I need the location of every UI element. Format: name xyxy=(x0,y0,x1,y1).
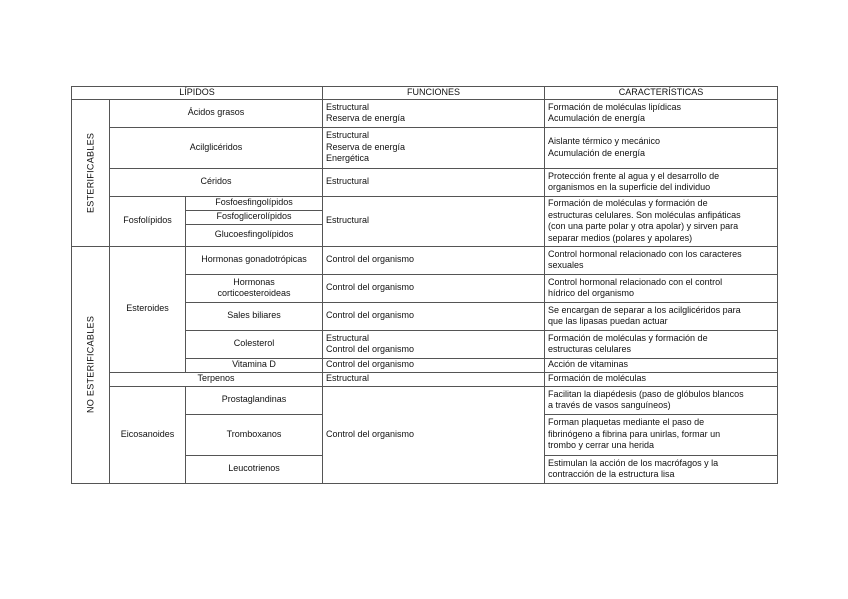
function-cell: Control del organismo xyxy=(323,274,545,302)
lipid-name: Esteroides xyxy=(110,246,186,372)
sub-lipid-name: Leucotrienos xyxy=(186,455,323,483)
sub-lipid-name: Hormonas corticoesteroideas xyxy=(186,274,323,302)
lipid-name: Fosfolípidos xyxy=(110,196,186,246)
table-row xyxy=(72,127,778,168)
function-cell: Estructural Reserva de energía Energética xyxy=(323,127,545,168)
characteristic-cell: Acción de vitaminas xyxy=(545,358,778,372)
lipid-name: Terpenos xyxy=(110,372,323,386)
group-esterificables: ESTERIFICABLES xyxy=(72,99,110,246)
characteristic-cell: Control hormonal relacionado con el control hídrico del organismo xyxy=(545,274,778,302)
function-cell: Estructural xyxy=(323,372,545,386)
characteristic-cell: Se encargan de separar a los acilglicéridos para que las lipasas puedan actuar xyxy=(545,302,778,330)
sub-lipid-name: Sales biliares xyxy=(186,302,323,330)
header-row xyxy=(72,87,778,100)
function-cell: Control del organismo xyxy=(323,302,545,330)
table-row xyxy=(72,168,778,196)
table-row xyxy=(72,99,778,127)
lipid-name: Eicosanoides xyxy=(110,386,186,483)
sub-lipid-name: Colesterol xyxy=(186,330,323,358)
table-row xyxy=(72,386,778,414)
characteristic-cell: Estimulan la acción de los macrófagos y la contracción de la estructura lisa xyxy=(545,455,778,483)
sub-lipid-name: Prostaglandinas xyxy=(186,386,323,414)
header-funciones: FUNCIONES xyxy=(323,87,545,100)
characteristic-cell: Aislante térmico y mecánico Acumulación de energía xyxy=(545,127,778,168)
function-cell: Control del organismo xyxy=(323,386,545,483)
lipid-name: Acilglicéridos xyxy=(110,127,323,168)
sub-lipid-name: Glucoesfingolípidos xyxy=(186,224,323,246)
group-no-esterificables: NO ESTERIFICABLES xyxy=(72,246,110,483)
function-cell: Estructural xyxy=(323,168,545,196)
lipids-table xyxy=(71,86,778,484)
characteristic-cell: Formación de moléculas y formación de estructuras celulares. Son moléculas anfipáticas (con una parte polar y otra apolar) y sirven para separar medios (polares y apolares) xyxy=(545,196,778,246)
characteristic-cell: Protección frente al agua y el desarrollo de organismos en la superficie del individuo xyxy=(545,168,778,196)
characteristic-cell: Formación de moléculas xyxy=(545,372,778,386)
characteristic-cell: Control hormonal relacionado con los caracteres sexuales xyxy=(545,246,778,274)
lipid-name: Céridos xyxy=(110,168,323,196)
sub-lipid-name: Vitamina D xyxy=(186,358,323,372)
function-cell: Estructural xyxy=(323,196,545,246)
characteristic-cell: Formación de moléculas y formación de estructuras celulares xyxy=(545,330,778,358)
function-cell: Estructural Control del organismo xyxy=(323,330,545,358)
function-cell: Control del organismo xyxy=(323,246,545,274)
header-caracteristicas: CARACTERÍSTICAS xyxy=(545,87,778,100)
table-row xyxy=(72,246,778,274)
table-row xyxy=(72,196,778,210)
sub-lipid-name: Hormonas gonadotrópicas xyxy=(186,246,323,274)
lipid-name: Ácidos grasos xyxy=(110,99,323,127)
table-row xyxy=(72,372,778,386)
characteristic-cell: Formación de moléculas lipídicas Acumulación de energía xyxy=(545,99,778,127)
sub-lipid-name: Fosfoesfingolípidos xyxy=(186,196,323,210)
header-lipidos: LÍPIDOS xyxy=(72,87,323,100)
sub-lipid-name: Fosfoglicerolípidos xyxy=(186,210,323,224)
sub-lipid-name: Tromboxanos xyxy=(186,414,323,455)
function-cell: Estructural Reserva de energía xyxy=(323,99,545,127)
characteristic-cell: Forman plaquetas mediante el paso de fibrinógeno a fibrina para unirlas, formar un trombo y cerrar una herida xyxy=(545,414,778,455)
function-cell: Control del organismo xyxy=(323,358,545,372)
characteristic-cell: Facilitan la diapédesis (paso de glóbulos blancos a través de vasos sanguíneos) xyxy=(545,386,778,414)
